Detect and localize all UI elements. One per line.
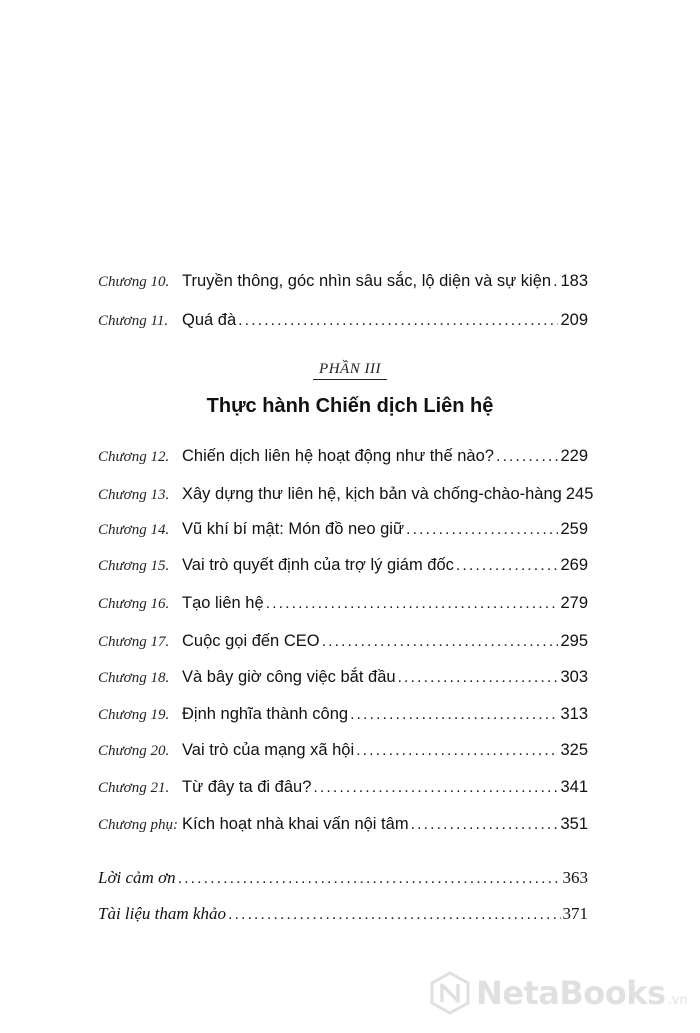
dot-leader [456,557,559,575]
dot-leader [178,870,561,888]
toc-entry [98,594,588,618]
dot-leader [238,312,558,330]
chapter-title: Chiến dịch liên hệ hoạt động như thế nào? [182,447,494,465]
page-number: 279 [560,594,588,612]
chapter-title: Từ đây ta đi đâu? [182,778,312,796]
page-number: 209 [560,311,588,329]
chapter-title: Cuộc gọi đến CEO [182,632,320,650]
dot-leader [228,906,561,924]
toc-entry [98,741,588,765]
toc-entry [98,556,588,580]
dot-leader [266,595,559,613]
toc-entry [98,520,588,544]
chapter-title: Vai trò của mạng xã hội [182,741,355,759]
dot-leader [406,521,558,539]
chapter-title: Và bây giờ công việc bắt đầu [182,668,396,686]
chapter-title: Quá đà [182,311,237,329]
dot-leader [398,669,559,687]
watermark-text: NetaBooks [476,974,666,1012]
back-matter-entry [98,904,588,930]
page-number: 259 [560,520,588,538]
chapter-label: Chương 14. [98,522,170,538]
dot-leader [322,633,559,651]
page-number: 325 [560,741,588,759]
page-number: 313 [560,705,588,723]
page-number: 183 [560,272,588,290]
part-number: PHẦN III [313,361,387,380]
chapter-title: Xây dựng thư liên hệ, kịch bản và chống-chào-hàng [182,485,562,503]
dot-leader [350,706,558,724]
part-label [0,360,700,380]
chapter-label: Chương 17. [98,634,170,650]
toc-entry [98,778,588,802]
page-number: 295 [560,632,588,650]
chapter-label: Chương 13. [98,487,170,503]
toc-entry [98,485,594,509]
page-number: 341 [560,778,588,796]
back-matter-entry [98,868,588,894]
chapter-title: Kích hoạt nhà khai vấn nội tâm [182,815,409,833]
dot-leader [496,448,559,466]
page-number: 229 [560,447,588,465]
page-number: 351 [560,815,588,833]
toc-entry [98,311,588,335]
chapter-label: Chương phụ: [98,817,178,833]
chapter-title: Vũ khí bí mật: Món đồ neo giữ [182,520,405,538]
chapter-title: Truyền thông, góc nhìn sâu sắc, lộ diện và sự kiện [182,272,552,290]
chapter-label: Chương 20. [98,743,170,759]
toc-entry [98,815,588,839]
page-number: 371 [562,904,588,923]
dot-leader [356,742,558,760]
watermark-suffix: .vn [667,993,688,1008]
back-matter-title: Lời cảm ơn [98,868,176,887]
chapter-label: Chương 19. [98,707,170,723]
netabooks-logo-icon [428,971,472,1015]
toc-entry [98,632,588,656]
chapter-label: Chương 15. [98,558,170,574]
chapter-label: Chương 18. [98,670,170,686]
watermark [428,968,688,1018]
toc-entry [98,705,588,729]
chapter-title: Định nghĩa thành công [182,705,349,723]
chapter-label: Chương 11. [98,313,169,329]
chapter-label: Chương 16. [98,596,170,612]
part-title: Thực hành Chiến dịch Liên hệ [206,395,494,417]
dot-leader [411,816,559,834]
chapter-label: Chương 10. [98,274,170,290]
dot-leader [313,779,558,797]
page-number: 363 [562,868,588,887]
back-matter-title: Tài liệu tham khảo [98,904,226,923]
chapter-label: Chương 12. [98,449,170,465]
dot-leader [553,273,558,291]
page-number: 269 [560,556,588,574]
page-number: 245 [565,485,594,503]
toc-entry [98,668,588,692]
page-number: 303 [560,668,588,686]
chapter-title: Tạo liên hệ [182,594,264,612]
toc-entry [98,272,588,296]
chapter-label: Chương 21. [98,780,170,796]
chapter-title: Vai trò quyết định của trợ lý giám đốc [182,556,454,574]
toc-entry [98,447,588,471]
